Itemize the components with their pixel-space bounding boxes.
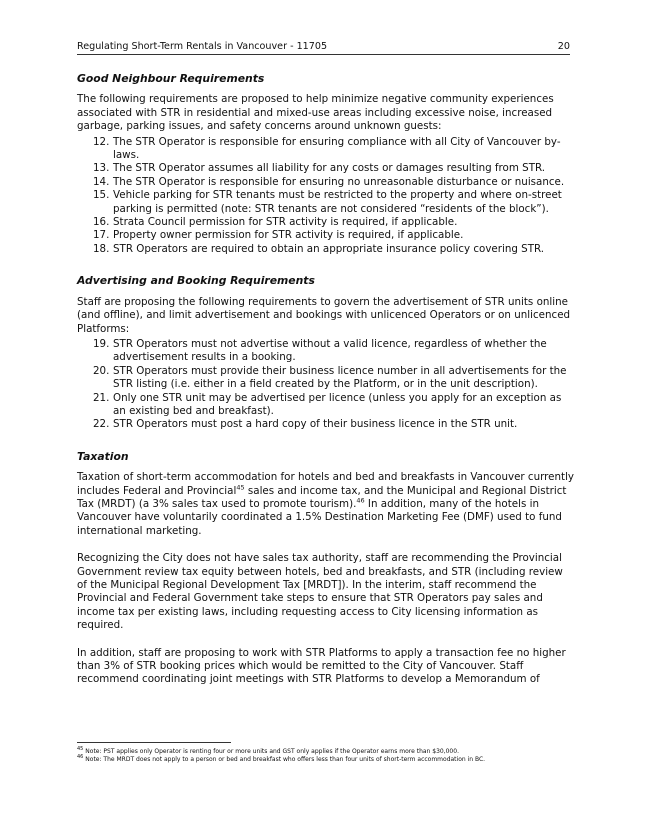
taxation-paragraph-2: Recognizing the City does not have sales tax authority, staff are recommending the Provincial Government review tax equity between hotels, bed and breakfasts, and STR (including review of the Municipal Regional Development Tax [MRDT]). In the interim, staff recommend the Provincial and Federal Government take steps to ensure that STR Operators pay sales and income tax per existing laws, including requesting access to City licensing information as required.: [77, 552, 563, 632]
list-item-text: STR Operators must post a hard copy of their business licence in the STR unit.: [113, 418, 518, 431]
taxation-p1-text-a: Taxation of short-term accommodation for hotels and bed and breakfasts in Vancouver currently includes Federal and Provincial: [77, 471, 575, 497]
footnote-ref-45: 45: [236, 483, 245, 492]
list-item: [77, 365, 575, 392]
section-heading-good-neighbour: Good Neighbour Requirements: [77, 72, 265, 85]
list-item-text: The STR Operator is responsible for ensuring no unreasonable disturbance or nuisance.: [113, 175, 565, 188]
list-item-text: Only one STR unit may be advertised per licence (unless you apply for an exception as an existing bed and breakfast).: [113, 391, 562, 417]
list-item-number: 20.: [93, 364, 110, 377]
header-title: Regulating Short-Term Rentals in Vancouver - 11705: [77, 41, 328, 52]
footnote-number: 46: [77, 754, 84, 760]
list-item-number: 16.: [93, 216, 110, 229]
footnote-ref-46: 46: [356, 496, 365, 505]
list-item-number: 22.: [93, 418, 110, 431]
list-item: [77, 176, 575, 189]
list-item-text: STR Operators are required to obtain an appropriate insurance policy covering STR.: [113, 242, 545, 255]
footnote-number: 45: [77, 746, 84, 752]
taxation-p1-text-c: In addition, many of the hotels in Vancouver have voluntarily coordinated a 1.5% Destination Marketing Fee (DMF) used to fund international marketing.: [77, 497, 562, 537]
running-header: [77, 38, 570, 55]
list-item: [77, 392, 575, 419]
section-heading-advertising: Advertising and Booking Requirements: [77, 274, 315, 288]
footnote-text: Note: The MRDT does not apply to a person or bed and breakfast who offers less than four units of short-term accommodation in BC.: [85, 756, 486, 763]
advertising-intro: Staff are proposing the following requirements to govern the advertisement of STR units online (and offline), and limit advertisement and bookings with unlicenced Operators or on unlicenced Platforms:: [77, 295, 571, 335]
main-content: [77, 72, 575, 687]
list-item: [77, 189, 575, 216]
page-number: 20: [557, 41, 570, 52]
list-item-text: The STR Operator is responsible for ensuring compliance with all City of Vancouver by-laws.: [113, 135, 561, 162]
list-item-text: Property owner permission for STR activity is required, if applicable.: [113, 229, 464, 242]
list-item: [77, 136, 575, 163]
footnote-divider: [77, 742, 231, 743]
list-item-number: 14.: [93, 175, 110, 188]
list-item: [77, 216, 575, 229]
list-item-text: The STR Operator assumes all liability for any costs or damages resulting from STR.: [113, 162, 546, 175]
list-item: [77, 243, 575, 256]
footnotes: [77, 748, 577, 764]
advertising-list: [77, 338, 575, 432]
good-neighbour-list: [77, 136, 575, 257]
good-neighbour-intro: The following requirements are proposed to help minimize negative community experiences associated with STR in residential and mixed-use areas including excessive noise, increased garbage, parking issues, and safety concerns around unknown guests:: [77, 93, 554, 133]
list-item: [77, 162, 575, 175]
list-item: [77, 418, 575, 431]
taxation-paragraph-1: [77, 471, 575, 538]
footnote: [77, 748, 577, 756]
list-item-number: 17.: [93, 229, 110, 242]
footnote-text: Note: PST applies only Operator is renting four or more units and GST only applies if the Operator earns more than $30,000.: [85, 748, 459, 755]
list-item-text: Vehicle parking for STR tenants must be restricted to the property and where on-street parking is permitted (note: STR tenants are not considered “residents of the block”).: [113, 189, 562, 215]
list-item-number: 19.: [93, 337, 110, 350]
list-item: [77, 229, 575, 242]
list-item-number: 13.: [93, 162, 110, 175]
list-item: [77, 338, 575, 365]
list-item-number: 21.: [93, 391, 110, 404]
list-item-text: STR Operators must provide their business licence number in all advertisements for the STR listing (i.e. either in a field created by the Platform, or in the unit description).: [113, 364, 567, 391]
taxation-paragraph-3: In addition, staff are proposing to work with STR Platforms to apply a transaction fee no higher than 3% of STR booking prices which would be remitted to the City of Vancouver. Staff recommend coordinating joint meetings with STR Platforms to develop a Memorandum of: [77, 646, 566, 686]
list-item-text: STR Operators must not advertise without a valid licence, regardless of whether the advertisement results in a booking.: [113, 337, 547, 364]
list-item-number: 18.: [93, 242, 110, 255]
section-heading-taxation: Taxation: [77, 449, 129, 463]
list-item-number: 12.: [93, 135, 110, 148]
list-item-number: 15.: [93, 189, 110, 202]
footnote: [77, 756, 577, 764]
taxation-p1-text-b: sales and income tax, and the Municipal and Regional District Tax (MRDT) (a 3% sales tax used to promote tourism).: [77, 484, 567, 510]
list-item-text: Strata Council permission for STR activity is required, if applicable.: [113, 216, 458, 229]
